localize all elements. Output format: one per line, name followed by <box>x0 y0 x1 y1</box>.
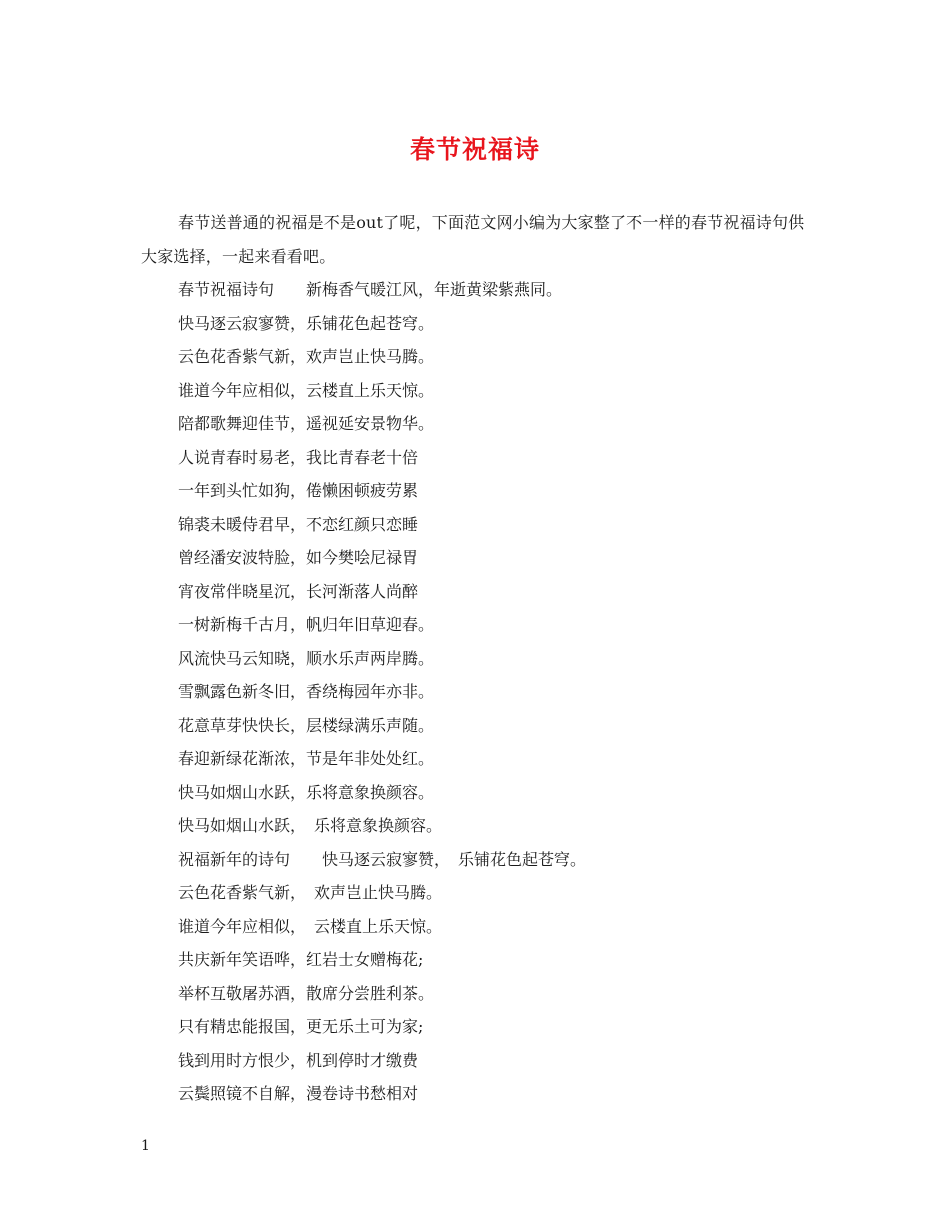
poem-line: 宵夜常伴晓星沉，长河渐落人尚醉 <box>178 581 419 601</box>
poem-line: 一年到头忙如狗，倦懒困顿疲劳累 <box>178 481 419 500</box>
intro-paragraph: 春节送普通的祝福是不是out了呢，下面范文网小编为大家整了不一样的春节祝福诗句供大家选择，一起来看看吧。 <box>141 213 805 266</box>
poem-line: 祝福新年的诗句 快马逐云寂寥赞， 乐铺花色起苍穹。 <box>178 849 587 869</box>
poem-line: 雪飘露色新冬旧，香绕梅园年亦非。 <box>178 682 435 701</box>
poem-line: 陪都歌舞迎佳节，遥视延安景物华。 <box>178 414 435 433</box>
poem-line: 曾经潘安波特脸，如今樊哙尼禄胃 <box>178 548 419 567</box>
poem-line: 举杯互敬屠苏酒，散席分尝胜利茶。 <box>178 983 435 1003</box>
poem-line: 春迎新绿花渐浓，节是年非处处红。 <box>178 749 435 768</box>
poem-line: 钱到用时方恨少，机到停时才缴费 <box>178 1050 419 1070</box>
poem-line: 共庆新年笑语哗，红岩士女赠梅花; <box>178 950 424 969</box>
poem-line: 谁道今年应相似， 云楼直上乐天惊。 <box>178 916 443 936</box>
poem-line: 锦裘未暖侍君早，不恋红颜只恋睡 <box>178 514 419 534</box>
poem-line: 云鬓照镜不自解，漫卷诗书愁相对 <box>178 1084 419 1103</box>
document-body <box>141 206 816 1111</box>
poem-line: 云色花香紫气新，欢声岂止快马腾。 <box>178 347 435 366</box>
document-title: 春节祝福诗 <box>409 135 540 164</box>
poem-line: 一树新梅千古月，帆归年旧草迎春。 <box>178 615 435 634</box>
poem-line: 快马逐云寂寥赞，乐铺花色起苍穹。 <box>178 313 435 333</box>
poem-line: 春节祝福诗句 新梅香气暖江风，年逝黄梁紫燕同。 <box>178 280 563 299</box>
poem-line: 快马如烟山水跃， 乐将意象换颜容。 <box>178 816 443 835</box>
poem-line: 快马如烟山水跃，乐将意象换颜容。 <box>178 782 435 802</box>
poem-line: 人说青春时易老，我比青春老十倍 <box>178 447 419 467</box>
poem-line: 云色花香紫气新， 欢声岂止快马腾。 <box>178 883 443 902</box>
poem-line: 花意草芽快快长，层楼绿满乐声随。 <box>178 715 435 735</box>
poem-line: 只有精忠能报国，更无乐土可为家; <box>178 1017 424 1036</box>
page-number: 1 <box>141 1138 150 1154</box>
poem-line: 谁道今年应相似，云楼直上乐天惊。 <box>178 380 435 400</box>
poem-line: 风流快马云知晓，顺水乐声两岸腾。 <box>178 648 435 668</box>
